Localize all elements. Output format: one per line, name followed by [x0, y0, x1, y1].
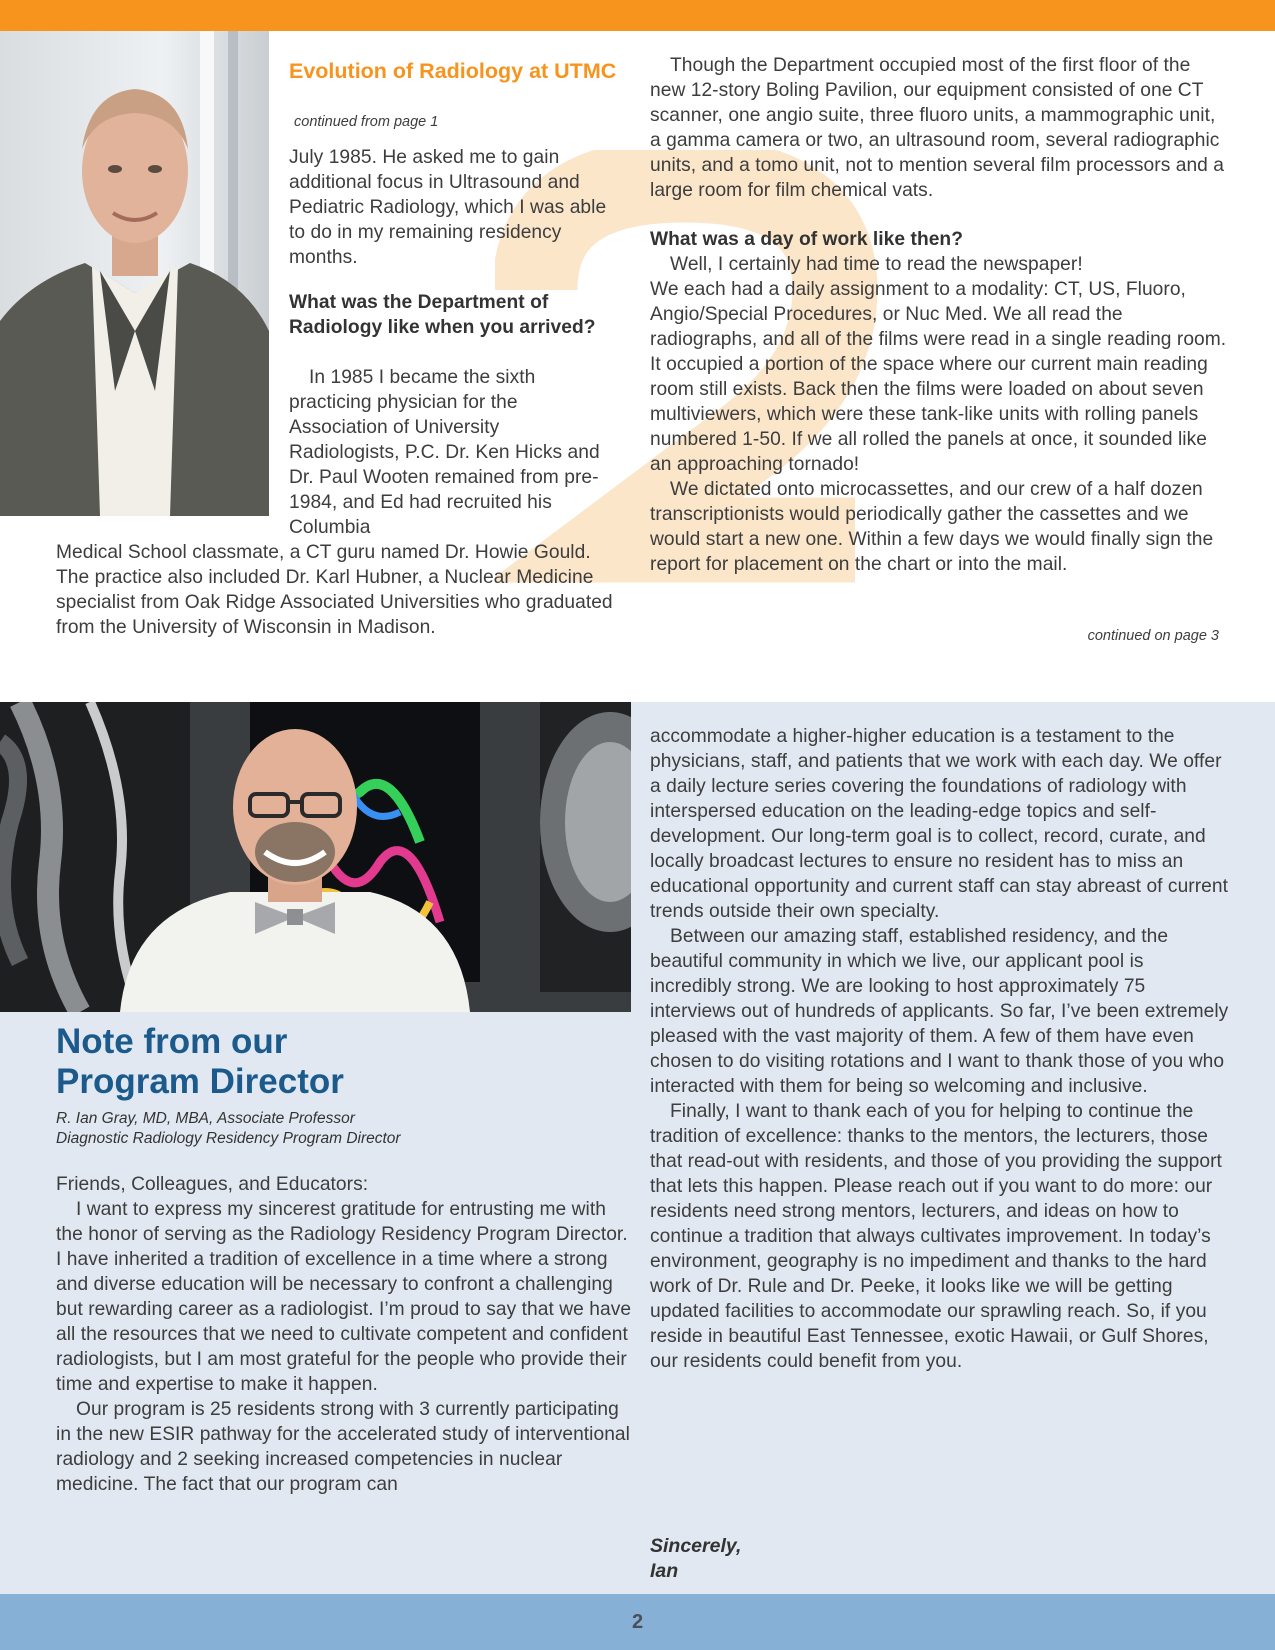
letter-paragraph-1: I want to express my sincerest gratitude for entrusting me with the honor of serving as the Radiology Residency Program Director. I have inherited a tradition of excellence in a time where a strong and diverse education will be necessary to confront a challenging but rewarding career as a radiologist. I’m proud to say that we have all the resources that we need to cultivate competent and confident radiologists, but I am most grateful for the people who provide their time and expertise to make it happen.: [56, 1199, 632, 1395]
intro-text: July 1985. He asked me to gain additional focus in Ultrasound and Pediatric Radiology, which I was able to do in my remaining residency months.: [289, 147, 607, 268]
byline-name: R. Ian Gray, MD, MBA, Associate Professor: [56, 1110, 355, 1127]
dictation-paragraph: We dictated onto microcassettes, and our crew of a half dozen transcriptionists would periodically gather the cassettes and we would start a new one. Within a few days we would finally sign the report for placement on the chart or into the mail.: [650, 479, 1214, 575]
letter-paragraph-3: Between our amazing staff, established residency, and the beautiful community in which we live, our applicant pool is incredibly strong. We are looking to host approximately 75 interviews out of hundreds of applicants. So far, I’ve been extremely pleased with the vast majority of them. A few of them have even chosen to do visiting rotations and I want to thank those of you who interacted with them for being so welcoming and inclusive.: [650, 926, 1229, 1097]
page-number: 2: [631, 1610, 644, 1633]
answer-1-continued: [56, 540, 626, 640]
answer-1-part-2: Medical School classmate, a CT guru named Dr. Howie Gould. The practice also included Dr. Karl Hubner, a Nuclear Medicine specialist from Oak Ridge Associated Universities who graduated from the University of Wisconsin in Madison.: [56, 542, 613, 638]
continued-on-note: continued on page 3: [1087, 628, 1219, 644]
top-accent-bar: [0, 0, 1275, 31]
portrait-photo-man-in-suit: [0, 31, 269, 516]
right-column-article: [650, 53, 1230, 577]
portrait-photo-program-director: [0, 702, 631, 1012]
article-title: Evolution of Radiology at UTMC: [289, 59, 617, 83]
question-2: What was a day of work like then?: [650, 229, 963, 250]
question-1: What was the Department of Radiology like when you arrived?: [289, 292, 596, 338]
letter-signoff: [650, 1534, 741, 1584]
page-footer: [0, 1594, 1275, 1650]
title-line-1: Note from our: [56, 1022, 288, 1061]
continued-from-note: continued from page 1: [294, 114, 439, 130]
letter-paragraph-2-continued: accommodate a higher-higher education is a testament to the physicians, staff, and patients that we work with each day. We offer a daily lecture series covering the foundations of radiology with interspersed education on the leading-edge topics and self-development. Our long-term goal is to collect, record, curate, and locally broadcast lectures to ensure no resident has to miss an educational opportunity and current staff can stay abreast of current trends outside their own specialty.: [650, 726, 1228, 922]
answer-1-part-1: In 1985 I became the sixth practicing physician for the Association of University Radiologists, P.C. Dr. Ken Hicks and Dr. Paul Wooten remained from pre-1984, and Ed had recruited his Columbia: [289, 367, 600, 538]
answer-2-paragraph: We each had a daily assignment to a modality: CT, US, Fluoro, Angio/Special Procedures, or Nuc Med. We all read the radiographs, and all of the films were read in a single reading room. It occupied a portion of the space where our current main reading room still exists. Back then the films were loaded on about seven multiviewers, which were these tank-like units with rolling panels numbered 1-50. If we all rolled the panels at once, it sounded like an approaching tornado!: [650, 279, 1227, 475]
letter-right-column: [650, 724, 1230, 1374]
question-heading-1: [289, 290, 609, 340]
letter-left-column: [56, 1172, 636, 1497]
equipment-paragraph: Though the Department occupied most of the first floor of the new 12-story Boling Pavilion, our equipment consisted of one CT scanner, one angio suite, three fluoro units, a mammographic unit, a gamma camera or two, an ultrasound room, several radiographic units, and a tomo unit, not to mention several film processors and a large room for film chemical vats.: [650, 55, 1224, 201]
letter-paragraph-2: Our program is 25 residents strong with 3 currently participating in the new ESIR pathway for the accelerated study of interventional radiology and 2 seeking increased competencies in nuclear medicine. The fact that our program can: [56, 1399, 630, 1495]
title-line-2: Program Director: [56, 1062, 344, 1101]
byline-role: Diagnostic Radiology Residency Program Director: [56, 1130, 401, 1147]
closing: Sincerely,: [650, 1535, 742, 1557]
letter-salutation: Friends, Colleagues, and Educators:: [56, 1174, 369, 1195]
author-byline: [56, 1109, 616, 1149]
answer-2-first-line: Well, I certainly had time to read the newspaper!: [670, 254, 1083, 275]
answer-1-column: [289, 365, 609, 540]
article-intro-paragraph: [289, 145, 619, 270]
program-director-title: [56, 1022, 576, 1102]
signature: Ian: [650, 1560, 679, 1582]
letter-paragraph-4: Finally, I want to thank each of you for helping to continue the tradition of excellence: thanks to the mentors, the lecturers, those that read-out with residents, and those of you providing the support that lets this happen. Please reach out if you want to do more: our residents need strong mentors, lecturers, and ideas on how to continue a tradition that always cultivates improvement. In today’s environment, geography is no impediment and thanks to the hard work of Dr. Rule and Dr. Peeke, it looks like we will be getting updated facilities to accommodate our sprawling reach. So, if you reside in beautiful East Tennessee, exotic Hawaii, or Gulf Shores, our residents could benefit from you.: [650, 1101, 1222, 1372]
